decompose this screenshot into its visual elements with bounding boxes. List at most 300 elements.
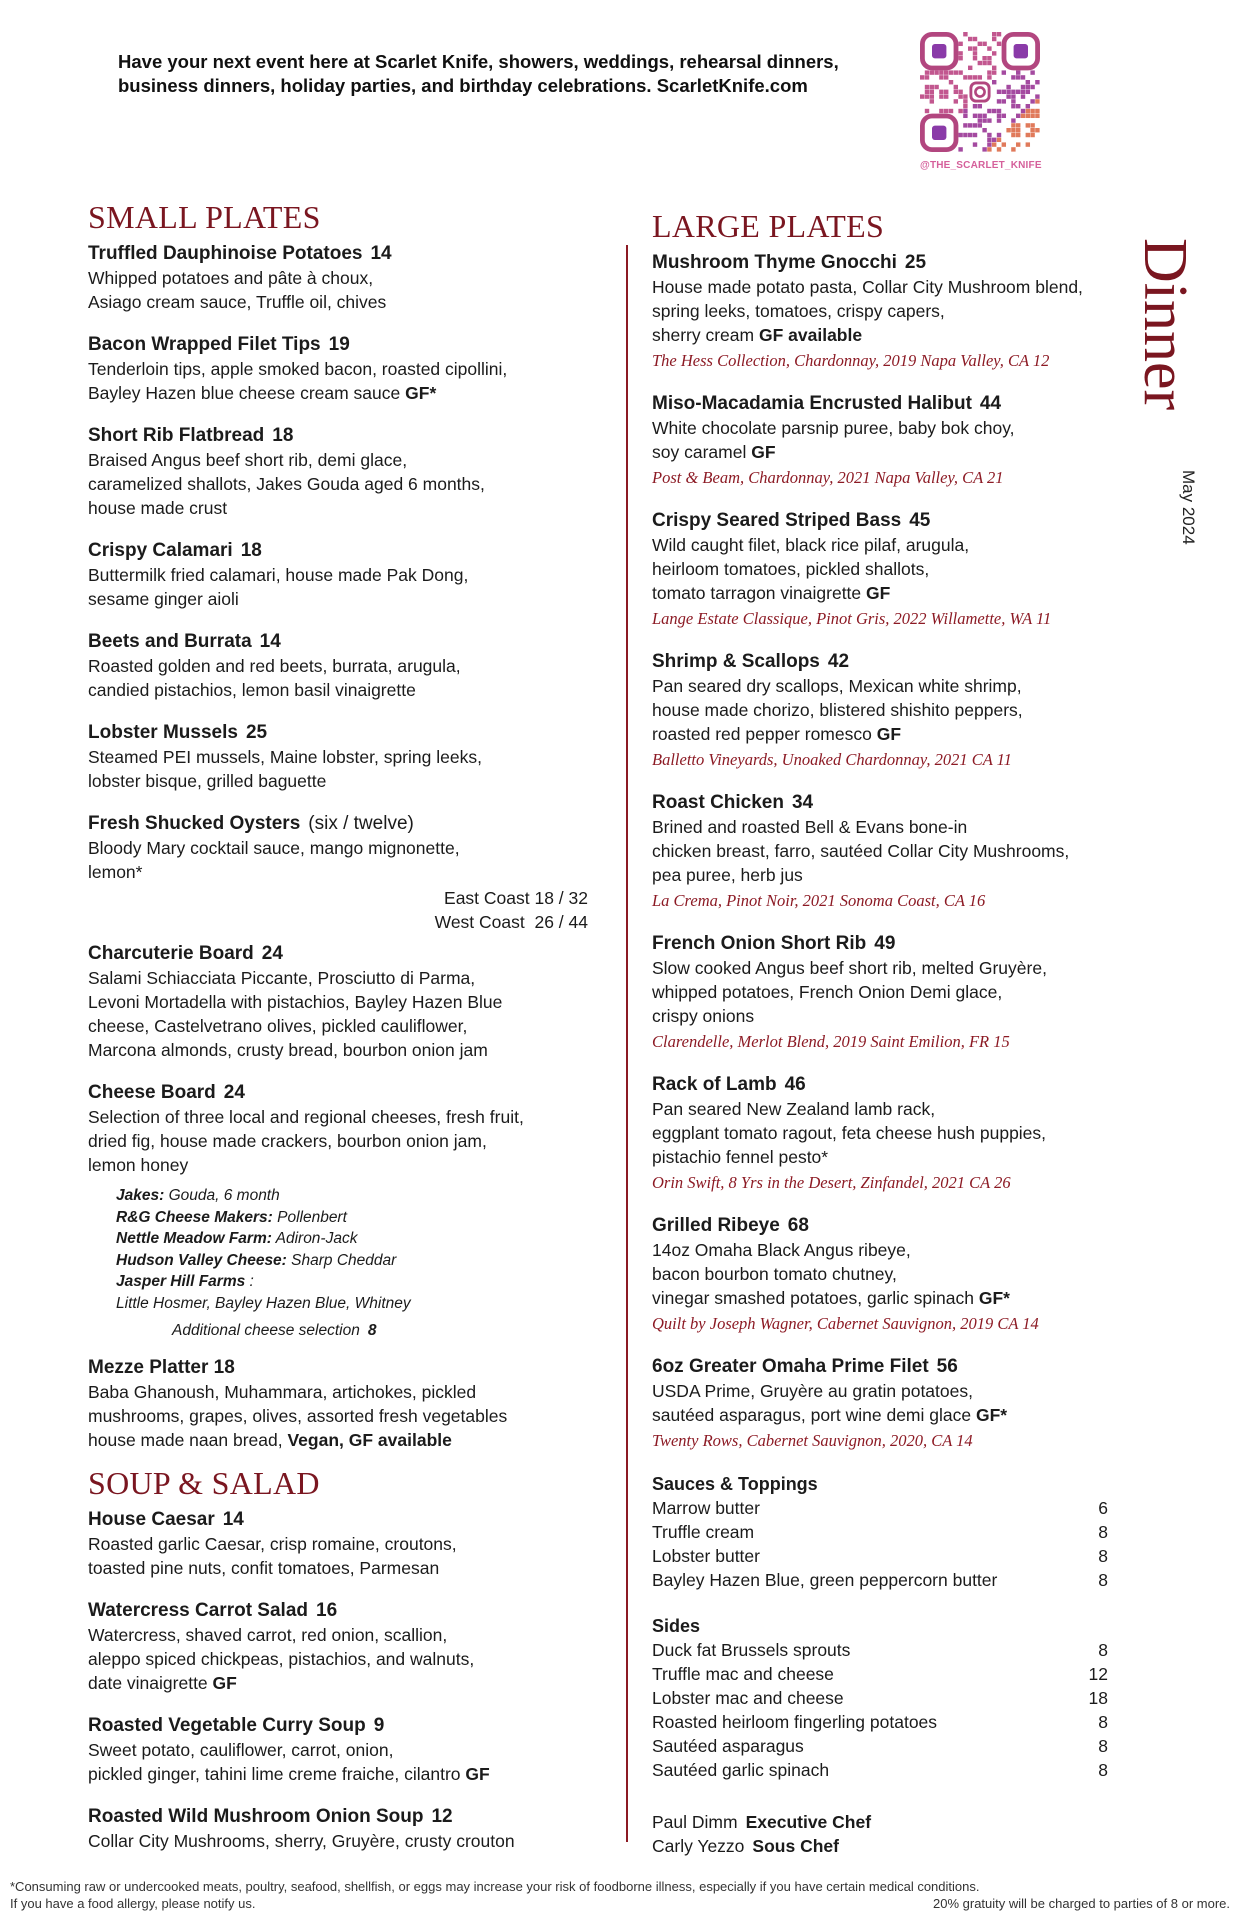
- staff-row: [652, 1810, 1132, 1834]
- sauces-name: Truffle cream: [652, 1522, 755, 1542]
- wine-pairing: La Crema, Pinot Noir, 2021 Sonoma Coast, CA 16: [652, 891, 986, 910]
- item-description-line: [652, 674, 1132, 698]
- item-name: Lobster Mussels: [88, 722, 238, 743]
- west-coast-price: West Coast 26 / 44: [434, 912, 588, 932]
- item-description-line: [88, 290, 588, 314]
- cheese-name: Pollenbert: [277, 1208, 347, 1226]
- event-promo-line-1: Have your next event here at Scarlet Knife, showers, weddings, rehearsal dinners,: [118, 51, 839, 72]
- menu-item-truffled-dauphinoise-potatoes: [88, 242, 588, 314]
- item-description: date vinaigrette: [88, 1672, 208, 1693]
- item-price: 16: [316, 1599, 338, 1621]
- cheese-name: Adiron-Jack: [275, 1230, 358, 1247]
- item-description: Braised Angus beef short rib, demi glace,: [88, 450, 408, 470]
- staff-name: Paul Dimm: [652, 1812, 738, 1832]
- small-plates-title: SMALL PLATES: [88, 199, 321, 235]
- item-name: Bacon Wrapped Filet Tips: [88, 334, 321, 355]
- sauces-price: 8: [1098, 1546, 1108, 1566]
- item-header: [652, 932, 1132, 956]
- item-description-line: [652, 275, 1132, 299]
- item-description-line: [88, 472, 588, 496]
- item-description: chicken breast, farro, sautéed Collar City Mushrooms,: [652, 841, 1070, 861]
- item-description-line: [88, 266, 588, 290]
- item-description-line: [88, 448, 588, 472]
- dietary-tag: GF: [876, 724, 902, 744]
- item-description-line: [652, 863, 1132, 887]
- item-header: [88, 942, 588, 966]
- sides-title: Sides: [652, 1616, 701, 1636]
- item-description-block: [88, 654, 588, 702]
- item-description: Slow cooked Angus beef short rib, melted Gruyère,: [652, 958, 1047, 978]
- large-plates-list: [652, 251, 1132, 1453]
- item-description-block: [652, 674, 1132, 746]
- item-name: Shrimp & Scallops: [652, 651, 820, 672]
- item-description: heirloom tomatoes, pickled shallots,: [652, 559, 930, 579]
- item-description-line: [652, 581, 1132, 605]
- item-price: 42: [827, 651, 850, 672]
- menu-month: May 2024: [1179, 470, 1198, 545]
- item-description-line: [652, 323, 1132, 347]
- wine-pairing: Twenty Rows, Cabernet Sauvignon, 2020, CA 14: [652, 1431, 973, 1450]
- sides-price: 8: [1098, 1736, 1108, 1756]
- cheese-name: Sharp Cheddar: [291, 1251, 397, 1269]
- item-description-line: [652, 722, 1132, 746]
- instagram-handle[interactable]: @THE_SCARLET_KNIFE: [920, 160, 1042, 171]
- item-header: [88, 1508, 588, 1532]
- item-name: Truffled Dauphinoise Potatoes: [88, 243, 363, 264]
- item-description: caramelized shallots, Jakes Gouda aged 6 months,: [88, 474, 485, 494]
- dietary-tag: GF: [866, 583, 891, 603]
- dietary-tag: GF*: [405, 383, 437, 403]
- sides-row: [652, 1662, 1108, 1686]
- item-description-block: [652, 815, 1132, 887]
- oyster-prices: [88, 886, 588, 934]
- item-description: mushrooms, grapes, olives, assorted fresh vegetables: [88, 1405, 508, 1426]
- menu-item-house-caesar: [88, 1508, 588, 1580]
- item-description-line: [88, 966, 588, 990]
- item-description-block: [652, 533, 1132, 605]
- item-description-line: [652, 1262, 1132, 1286]
- item-description-line: [88, 1829, 588, 1853]
- item-description-line: [88, 1623, 588, 1647]
- sauces-name: Lobster butter: [652, 1546, 760, 1566]
- item-description-line: [88, 678, 588, 702]
- wine-pairing: Post & Beam, Chardonnay, 2021 Napa Valley, CA 21: [652, 468, 1004, 487]
- item-description-block: [88, 1829, 588, 1853]
- item-name: Rack of Lamb: [652, 1074, 777, 1095]
- sides-price: 8: [1098, 1712, 1108, 1732]
- item-description-line: [652, 956, 1132, 980]
- item-description: Levoni Mortadella with pistachios, Bayley Hazen Blue: [88, 992, 503, 1012]
- staff-role: Sous Chef: [752, 1836, 839, 1856]
- item-price: 24: [223, 1082, 245, 1103]
- item-description: USDA Prime, Gruyère au gratin potatoes,: [652, 1381, 973, 1401]
- item-description: Bloody Mary cocktail sauce, mango mignonette,: [88, 838, 460, 858]
- item-name: Crispy Calamari: [88, 540, 233, 561]
- item-header: [652, 392, 1132, 416]
- sides-price: 18: [1088, 1688, 1108, 1708]
- item-description: spring leeks, tomatoes, crispy capers,: [652, 301, 945, 321]
- item-price: 9: [373, 1714, 385, 1736]
- item-description-block: [652, 275, 1132, 347]
- item-description: White chocolate parsnip puree, baby bok choy,: [652, 418, 1015, 438]
- item-description: Pan seared New Zealand lamb rack,: [652, 1099, 936, 1119]
- staff-name: Carly Yezzo: [652, 1836, 745, 1856]
- item-description-block: [88, 966, 588, 1062]
- dietary-tag: GF: [212, 1672, 237, 1693]
- item-description: crispy onions: [652, 1006, 755, 1026]
- item-description-line: [88, 1671, 588, 1695]
- sides-row: [652, 1710, 1108, 1734]
- sauces-row: [652, 1568, 1108, 1592]
- instagram-qr-code-icon[interactable]: [920, 32, 1040, 152]
- item-description-line: [88, 381, 588, 405]
- item-description: Brined and roasted Bell & Evans bone-in: [652, 817, 968, 837]
- item-description: pea puree, herb jus: [652, 865, 803, 885]
- item-name: Crispy Seared Striped Bass: [652, 510, 902, 531]
- staff-role: Executive Chef: [745, 1812, 872, 1832]
- item-header: [652, 509, 1132, 533]
- item-description-line: [652, 1379, 1132, 1403]
- item-description-line: [652, 980, 1132, 1004]
- item-name: Fresh Shucked Oysters: [88, 813, 301, 834]
- menu-item-cheese-board: [88, 1081, 588, 1342]
- item-description-block: [652, 416, 1132, 464]
- item-description: Watercress, shaved carrot, red onion, scallion,: [88, 1624, 448, 1645]
- dietary-tag: GF*: [978, 1288, 1010, 1308]
- item-name: Beets and Burrata: [88, 631, 252, 652]
- menu-item-rack-of-lamb: [652, 1073, 1132, 1195]
- item-description-block: [88, 357, 588, 405]
- item-description-line: [652, 1004, 1132, 1028]
- menu-title: Dinner: [1131, 238, 1199, 411]
- sides-name: Duck fat Brussels sprouts: [652, 1640, 851, 1660]
- sauces-price: 8: [1098, 1522, 1108, 1542]
- cheese-maker-row: [116, 1185, 588, 1207]
- item-description: Steamed PEI mussels, Maine lobster, spring leeks,: [88, 747, 482, 767]
- item-description-line: [652, 440, 1132, 464]
- item-description-line: [88, 1738, 588, 1762]
- item-header: [88, 1805, 588, 1829]
- sides-row: [652, 1758, 1108, 1782]
- item-description-line: [652, 416, 1132, 440]
- cheese-makers-list: [116, 1185, 588, 1342]
- allergy-notice: If you have a food allergy, please notify us.: [10, 1896, 256, 1911]
- item-name: Grilled Ribeye: [652, 1215, 780, 1236]
- item-description: Marcona almonds, crusty bread, bourbon onion jam: [88, 1040, 488, 1060]
- item-name: Short Rib Flatbread: [88, 425, 265, 446]
- item-description-line: [652, 1403, 1132, 1427]
- item-name: Watercress Carrot Salad: [88, 1599, 309, 1621]
- item-description: Pan seared dry scallops, Mexican white shrimp,: [652, 676, 1022, 696]
- item-description-block: [652, 1097, 1132, 1169]
- item-header: [88, 539, 588, 563]
- item-description: Selection of three local and regional cheeses, fresh fruit,: [88, 1107, 524, 1127]
- cheese-maker-row: [116, 1271, 588, 1293]
- cheese-maker-name: R&G Cheese Makers:: [116, 1208, 273, 1226]
- sides-price: 8: [1098, 1760, 1108, 1780]
- item-header: [88, 630, 588, 654]
- item-price: 45: [909, 510, 931, 531]
- sauces-list: [652, 1496, 1132, 1592]
- item-description: Bayley Hazen blue cheese cream sauce: [88, 383, 401, 403]
- menu-item-shrimp-scallops: [652, 650, 1132, 772]
- menu-item-short-rib-flatbread: [88, 424, 588, 520]
- item-description-line: [88, 1647, 588, 1671]
- item-description: house made crust: [88, 498, 228, 518]
- item-price: 56: [936, 1356, 958, 1377]
- sides-name: Lobster mac and cheese: [652, 1688, 844, 1708]
- item-description-line: [88, 745, 588, 769]
- menu-item-roasted-wild-mushroom-onion-soup: [88, 1805, 588, 1853]
- item-description-block: [88, 448, 588, 520]
- menu-item-mushroom-thyme-gnocchi: [652, 251, 1132, 373]
- cheese-maker-name: Jasper Hill Farms: [116, 1273, 246, 1290]
- wine-pairing: Balletto Vineyards, Unoaked Chardonnay, 2021 CA 11: [652, 750, 1012, 769]
- cheese-maker-name: Jakes:: [116, 1187, 165, 1204]
- east-coast-price: East Coast 18 / 32: [444, 888, 588, 908]
- right-column: [652, 207, 1132, 1858]
- item-description: 14oz Omaha Black Angus ribeye,: [652, 1240, 911, 1260]
- menu-item-roasted-vegetable-curry-soup: [88, 1714, 588, 1786]
- item-price: 18: [272, 425, 294, 446]
- item-description-block: [652, 1238, 1132, 1310]
- item-header: [88, 1714, 588, 1738]
- wine-pairing: Clarendelle, Merlot Blend, 2019 Saint Emilion, FR 15: [652, 1032, 1010, 1051]
- item-description: lobster bisque, grilled baguette: [88, 771, 327, 791]
- dietary-tag: GF*: [975, 1405, 1008, 1425]
- dietary-tag: GF: [751, 442, 776, 462]
- sauces-title: Sauces & Toppings: [652, 1474, 818, 1494]
- item-name: French Onion Short Rib: [652, 933, 867, 954]
- item-description: Wild caught filet, black rice pilaf, arugula,: [652, 535, 970, 555]
- item-price: 49: [874, 933, 896, 954]
- sides-name: Truffle mac and cheese: [652, 1664, 834, 1684]
- item-price: 44: [979, 393, 1002, 414]
- menu-item-bacon-wrapped-filet-tips: [88, 333, 588, 405]
- item-price: 14: [370, 243, 392, 264]
- item-header: [88, 424, 588, 448]
- sauces-name: Marrow butter: [652, 1498, 760, 1518]
- menu-item-french-onion-short-rib: [652, 932, 1132, 1054]
- item-quantity: (six / twelve): [308, 813, 414, 834]
- item-description: vinegar smashed potatoes, garlic spinach: [652, 1288, 974, 1308]
- item-description-line: [652, 1286, 1132, 1310]
- item-description-line: [652, 1145, 1132, 1169]
- additional-cheese-label: Additional cheese selection: [172, 1322, 360, 1339]
- menu-item-6oz-greater-omaha-prime-filet: [652, 1355, 1132, 1453]
- item-description-line: [652, 698, 1132, 722]
- item-price: 18: [213, 1356, 235, 1378]
- sauces-name: Bayley Hazen Blue, green peppercorn butter: [652, 1570, 998, 1590]
- item-name: Cheese Board: [88, 1082, 216, 1103]
- menu-item-beets-and-burrata: [88, 630, 588, 702]
- item-description: toasted pine nuts, confit tomatoes, Parmesan: [88, 1557, 440, 1578]
- menu-item-watercress-carrot-salad: [88, 1599, 588, 1695]
- item-description-line: [652, 1238, 1132, 1262]
- item-header: [652, 1073, 1132, 1097]
- item-description: bacon bourbon tomato chutney,: [652, 1264, 897, 1284]
- cheese-name: :: [249, 1273, 254, 1290]
- item-header: [652, 1355, 1132, 1379]
- sides-row: [652, 1686, 1108, 1710]
- item-name: Mezze Platter: [88, 1356, 209, 1378]
- staff-list: [652, 1810, 1132, 1858]
- item-description-line: [88, 990, 588, 1014]
- item-price: 12: [431, 1805, 453, 1827]
- soup-salad-title: SOUP & SALAD: [88, 1464, 320, 1501]
- column-divider: [626, 245, 628, 1842]
- item-description: Buttermilk fried calamari, house made Pak Dong,: [88, 565, 469, 585]
- item-description-block: [652, 956, 1132, 1028]
- item-description-line: [652, 815, 1132, 839]
- cheese-maker-row: [116, 1207, 588, 1229]
- gratuity-notice: 20% gratuity will be charged to parties of 8 or more.: [933, 1896, 1230, 1911]
- wine-pairing: Lange Estate Classique, Pinot Gris, 2022 Willamette, WA 11: [652, 609, 1052, 628]
- event-promo: [118, 50, 928, 98]
- menu-item-charcuterie-board: [88, 942, 588, 1062]
- item-description-line: [88, 769, 588, 793]
- item-description: cheese, Castelvetrano olives, pickled cauliflower,: [88, 1016, 468, 1036]
- item-description-line: [88, 654, 588, 678]
- item-name: Mushroom Thyme Gnocchi: [652, 252, 897, 273]
- item-description: sesame ginger aioli: [88, 589, 239, 609]
- item-description: Tenderloin tips, apple smoked bacon, roasted cipollini,: [88, 359, 508, 379]
- item-description: lemon*: [88, 862, 143, 882]
- item-description-line: [652, 1121, 1132, 1145]
- menu-item-crispy-seared-striped-bass: [652, 509, 1132, 631]
- item-description-line: [652, 557, 1132, 581]
- sauces-price: 6: [1098, 1498, 1108, 1518]
- item-header: [88, 1599, 588, 1623]
- cheese-name: Gouda, 6 month: [168, 1187, 280, 1204]
- item-name: Charcuterie Board: [88, 943, 254, 964]
- additional-cheese: [172, 1320, 588, 1342]
- item-description-block: [88, 1532, 588, 1580]
- item-description-line: [652, 839, 1132, 863]
- item-description: tomato tarragon vinaigrette: [652, 583, 862, 603]
- sides-list: [652, 1638, 1132, 1782]
- item-description: whipped potatoes, French Onion Demi glace,: [652, 982, 1003, 1002]
- item-description: roasted red pepper romesco: [652, 724, 872, 744]
- item-description-line: [652, 299, 1132, 323]
- sides-price: 8: [1098, 1640, 1108, 1660]
- cheese-maker-row: [116, 1228, 588, 1250]
- item-name: Roast Chicken: [652, 792, 784, 813]
- item-price: 25: [904, 252, 927, 273]
- item-description-line: [652, 533, 1132, 557]
- small-plates-list: [88, 242, 588, 793]
- item-description: sautéed asparagus, port wine demi glace: [652, 1405, 972, 1425]
- dietary-tag: GF available: [758, 325, 863, 345]
- item-description: Asiago cream sauce, Truffle oil, chives: [88, 292, 387, 312]
- menu-item-miso-macadamia-encrusted-halibut: [652, 392, 1132, 490]
- menu-item-crispy-calamari: [88, 539, 588, 611]
- wine-pairing: Quilt by Joseph Wagner, Cabernet Sauvignon, 2019 CA 14: [652, 1314, 1039, 1333]
- item-description-line: [88, 1014, 588, 1038]
- item-description: eggplant tomato ragout, feta cheese hush puppies,: [652, 1123, 1047, 1143]
- item-description: soy caramel: [652, 442, 747, 462]
- item-description: House made potato pasta, Collar City Mushroom blend,: [652, 277, 1083, 297]
- item-description: Roasted garlic Caesar, crisp romaine, croutons,: [88, 1533, 457, 1554]
- item-description-line: [88, 496, 588, 520]
- additional-cheese-price: 8: [367, 1322, 377, 1339]
- item-price: 14: [222, 1508, 244, 1530]
- item-description-block: [88, 266, 588, 314]
- dietary-tag: Vegan, GF available: [287, 1429, 452, 1450]
- sauces-price: 8: [1098, 1570, 1108, 1590]
- item-price: 34: [791, 792, 814, 813]
- item-header: [652, 251, 1132, 275]
- item-description-line: [652, 1097, 1132, 1121]
- jasper-hill-cheeses: Little Hosmer, Bayley Hazen Blue, Whitney: [116, 1294, 411, 1312]
- item-description-block: [88, 745, 588, 793]
- item-description: Roasted golden and red beets, burrata, arugula,: [88, 656, 461, 676]
- item-description-line: [88, 357, 588, 381]
- sides-row: [652, 1734, 1108, 1758]
- item-price: 19: [328, 334, 350, 355]
- item-header: [652, 1214, 1132, 1238]
- item-description: house made chorizo, blistered shishito peppers,: [652, 700, 1023, 720]
- item-header: [652, 650, 1132, 674]
- menu-item-grilled-ribeye: [652, 1214, 1132, 1336]
- item-header: [88, 333, 588, 357]
- item-price: 46: [784, 1074, 806, 1095]
- sides-name: Roasted heirloom fingerling potatoes: [652, 1712, 938, 1732]
- soup-salad-list: [88, 1508, 588, 1853]
- item-description: house made naan bread,: [88, 1429, 283, 1450]
- menu-item-roast-chicken: [652, 791, 1132, 913]
- item-price: 68: [787, 1215, 809, 1236]
- item-price: 25: [245, 722, 268, 743]
- item-description: pistachio fennel pesto*: [652, 1147, 829, 1167]
- item-name: Miso-Macadamia Encrusted Halibut: [652, 393, 972, 414]
- item-price: 18: [240, 540, 262, 561]
- sauces-row: [652, 1496, 1108, 1520]
- menu-item-mezze-platter: [88, 1356, 588, 1452]
- item-description: pickled ginger, tahini lime creme fraiche, cilantro: [88, 1763, 461, 1784]
- item-header: [88, 721, 588, 745]
- cheese-maker-row: [116, 1250, 588, 1272]
- item-description-line: [88, 1532, 588, 1556]
- left-column: [88, 198, 588, 1872]
- item-description-block: [88, 563, 588, 611]
- cheese-maker-name: Hudson Valley Cheese:: [116, 1251, 287, 1269]
- wine-pairing: Orin Swift, 8 Yrs in the Desert, Zinfandel, 2021 CA 26: [652, 1173, 1011, 1192]
- item-description: dried fig, house made crackers, bourbon onion jam,: [88, 1131, 487, 1151]
- item-description: sherry cream: [652, 325, 755, 345]
- item-description-line: [88, 1762, 588, 1786]
- food-safety-notice: *Consuming raw or undercooked meats, poultry, seafood, shellfish, or eggs may increase your risk of foodborne illness, especially if you have certain medical conditions.: [10, 1879, 980, 1894]
- dietary-tag: GF: [465, 1763, 490, 1784]
- item-description-line: [88, 563, 588, 587]
- item-name: Roasted Wild Mushroom Onion Soup: [88, 1805, 424, 1827]
- wine-pairing: The Hess Collection, Chardonnay, 2019 Napa Valley, CA 12: [652, 351, 1050, 370]
- item-name: House Caesar: [88, 1508, 215, 1530]
- item-price: 14: [259, 631, 281, 652]
- item-description: Sweet potato, cauliflower, carrot, onion,: [88, 1739, 394, 1760]
- cheese-maker-name: Nettle Meadow Farm:: [116, 1230, 272, 1247]
- footer-disclaimer: [10, 1878, 1230, 1912]
- event-promo-line-2: business dinners, holiday parties, and birthday celebrations. ScarletKnife.com: [118, 75, 808, 96]
- item-header: [652, 791, 1132, 815]
- large-plates-title: LARGE PLATES: [652, 208, 885, 244]
- sauces-row: [652, 1544, 1108, 1568]
- sides-row: [652, 1638, 1108, 1662]
- sides-name: Sautéed asparagus: [652, 1736, 804, 1756]
- item-description-block: [652, 1379, 1132, 1427]
- item-price: 24: [261, 943, 283, 964]
- menu-item-oysters: [88, 812, 588, 934]
